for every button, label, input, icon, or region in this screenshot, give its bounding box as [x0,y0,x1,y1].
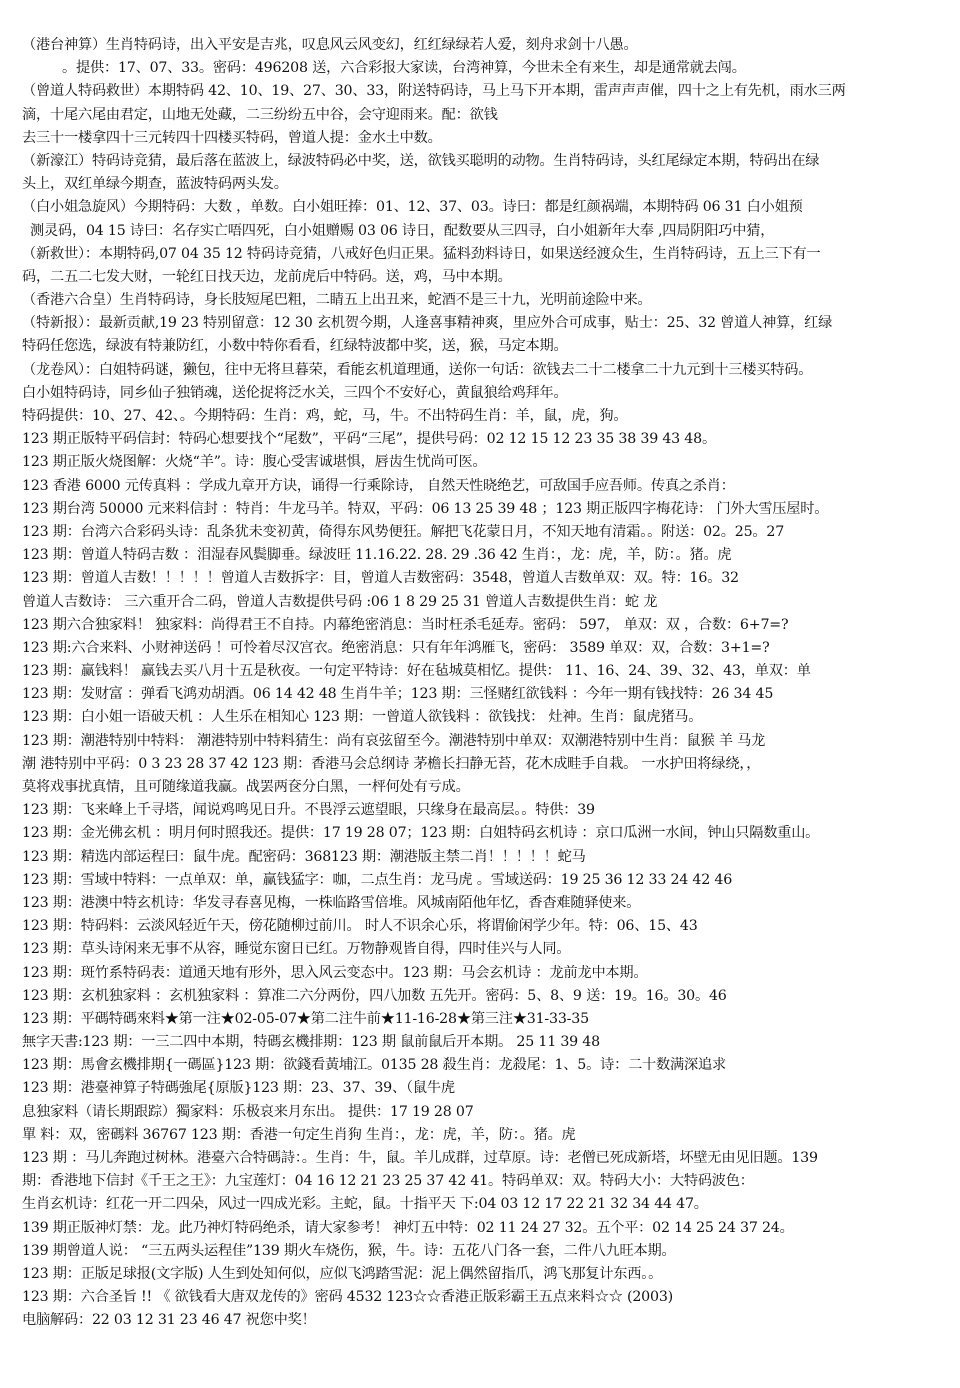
text-body [22,34,952,1333]
text-line: 123 期六合独家料！ 独家料：尚得君王不自持。内幕绝密消息：当时枉杀毛延寿。密码： 597， 单双：双 ，合数：6+7=? [22,616,789,633]
text-line: 123 期：雪域中特料：一点单双：单，赢钱猛字：咖，二点生肖：龙马虎 。雪域送码：19 25 36 12 33 24 42 46 [22,871,733,888]
text-line: （新濠江）特码诗竞猜，最后落在蓝波上，绿波特码必中奖，送，欲钱买聪明的动物。生肖特码诗，头红尾绿定本期，特码出在绿 [22,152,820,169]
text-line: 去三十一楼拿四十三元转四十四楼买特码，曾道人提：金水土中数。 [22,129,442,146]
text-line: 無字天書:123 期：一三二四中本期，特碼玄機排期：123 期 鼠前鼠后开本期。 25 11 39 48 [22,1034,600,1051]
text-line: 123 期：白小姐一语破天机 ：人生乐在相知心 123 期：一曾道人欲钱料 ：欲钱找： 灶神。生肖：鼠虎猪马。 [22,709,703,726]
text-line: （香港六合皇）生肖特码诗，身长肢短尾巴粗，二睛五上出丑来，蛇酒不是三十九，光明前途险中来。 [22,292,652,309]
text-line: 123 期：港臺神算子特碼強尾{原版}123 期：23、37、39、（鼠牛虎 [22,1080,455,1097]
text-line: 123 期：赢钱料！ 赢钱去买八月十五是秋夜。一句定平特诗：好在毡城莫相忆。提供： 11、16、24、39、32、43，单双：单 [22,663,811,680]
text-line: 123 期：发财富 ：弹看飞鸿劝胡酒。06 14 42 48 生肖牛羊；123 期：三怪赌红欲钱料 ：今年一期有钱找特：26 34 45 [22,686,774,703]
text-line: 123 期正版特平码信封：特码心想要找个“尾数”，平码“三尾”，提供号码：02 12 15 12 23 35 38 39 43 48。 [22,431,716,448]
text-line: （曾道人特码救世）本期特码 42、10、19、27、30、33，附送特码诗，马上马下开本期，雷声声声催，四十之上有先机，雨水三两 [22,83,846,100]
text-line: 息独家料（请长期跟踪）獨家料：乐极哀来月东出。 提供：17 19 28 07 [22,1103,474,1120]
text-line: 123 期：曾道人吉数！！！！！曾道人吉数拆字：目，曾道人吉数密码：3548，曾道人吉数单双：双。特：16。32 [22,570,739,587]
text-line: 123 期：飞来峰上千寻塔，闻说鸡鸣见日升。不畏浮云遮望眼，只缘身在最高层。。特供：39 [22,802,595,819]
text-line: 123 期：港澳中特玄机诗：华发寻春喜见梅，一株临路雪倍堆。风城南陌他年忆，香杳难随驿使来。 [22,894,641,911]
text-line: 生肖玄机诗：红花一开二四朵，风过一四成光彩。主蛇，鼠。十指平天 下:04 03 12 17 22 21 32 34 44 47。 [22,1196,708,1213]
text-line: 123 香港 6000 元传真料 ：学成九章开方诀，诵得一行乘除诗， 自然天性晓绝艺，可敌国手应吾师。传真之杀肖： [22,477,735,494]
text-line: 123 期：馬會玄機排期{一碼區}123 期：欲錢看黃埔江。0135 28 殺生肖：龙殺尾：1、5。诗：二十数满深追求 [22,1057,726,1074]
text-line: （新救世）：本期特码,07 04 35 12 特码诗竞猜，八戒好色归正果。猛料劲料诗日，如果送经渡众生，生肖特码诗，五上三下有一 [22,245,821,262]
text-line: 123 期:六合来料、小财神送码 ！可怜着尽汉宫衣。绝密消息：只有年年鸿雁飞，密码： 3589 单双：双，合数：3+1=? [22,639,770,656]
text-line: 123 期：斑竹系特码表：道通天地有形外，思入风云变态中。123 期：马会玄机诗 ：龙前龙中本期。 [22,964,648,981]
text-line: （特新报）：最新贡献,19 23 特别留意：12 30 玄机贺今期，人逢喜事精神爽，里应外合可成事，贴士：25、32 曾道人神算，红绿 [22,315,833,332]
text-line: 139 期曾道人说： “三五两头运程佳”139 期火车烧伤，猴，牛。诗：五花八门各一套，二件八九旺本期。 [22,1242,676,1259]
text-line: 123 期：台湾六合彩码头诗：乱条犹未变初黄，倚得东风势便狂。解把飞花蒙日月，不知天地有清霜。。附送：02。25。27 [22,523,785,540]
text-line: 码，二五二七发大财，一轮红日找天边，龙前虎后中特码。送，鸡，马中本期。 [22,268,512,285]
text-line: 123 期 ：马儿奔跑过树林。港臺六合特碼詩：。生肖：牛，鼠。羊儿成群，过草原。诗：老僧已死成新塔，坏壁无由见旧题。139 [22,1150,818,1166]
text-line: 123 期：潮港特别中特料： 潮港特别中特料猜生：尚有哀弦留至今。潮港特别中单双：双潮港特别中生肖：鼠猴 羊 马龙 [22,732,766,749]
text-line: 單 料：双，密碼料 36767 123 期：香港一句定生肖狗 生肖：，龙：虎，羊，防：。猪。虎 [22,1126,576,1143]
text-line: 139 期正版神灯禁：龙。此乃神灯特码绝杀，请大家参考！ 神灯五中特：02 11 24 27 32。五个平：02 14 25 24 37 24。 [22,1219,794,1236]
text-line: 曾道人吉数诗： 三六重开合二码，曾道人吉数提供号码 :06 1 8 29 25 31 曾道人吉数提供生肖：蛇 龙 [22,593,658,610]
text-line: 123 期：特码料：云淡风轻近午天，傍花随柳过前川。 时人不识余心乐，将谓偷闲学少年。特：06、15、43 [22,918,698,935]
text-line: 。提供：17、07、33。密码：496208 送，六合彩报大家读，台湾神算，今世未全有来生，却是通常就去闯。 [62,60,746,77]
text-line: 123 期：正版足球报(文字版) 人生到处知何似，应似飞鸿踏雪泥：泥上偶然留指爪，鸿飞那复计东西。。 [22,1265,663,1282]
text-line: 特码任您选，绿波有特兼防红，小数中特你看看，红绿特波都中奖，送，猴，马定本期。 [22,338,568,355]
text-line: 白小姐特码诗，同乡仙子独销魂，送伦捉将泛水关，三四个不安好心，黄鼠狼给鸡拜年。 [22,384,568,401]
text-line: 潮 港特别中平码：0 3 23 28 37 42 123 期：香港马会总纲诗 茅檐长扫静无苔，花木成畦手自栽。 一水护田将绿绕，， [22,755,761,772]
text-line: 123 期：曾道人特码吉数 ：泪湿春风鬓脚垂。绿波旺 11.16.22. 28. 29 .36 42 生肖：，龙：虎，羊，防：。猪。虎 [22,547,732,564]
text-line: （港台神算）生肖特码诗，出入平安是吉兆，叹息风云风变幻，红红绿绿若人爱，刻舟求剑十八愚。 [22,37,638,53]
text-line: 期：香港地下信封《千王之王》：九宝莲灯：04 16 12 21 23 25 37 42 41。特码单双：双。特码大小：大特码波色： [22,1173,754,1190]
text-line: 123 期：六合圣旨 !! 《 欲钱看大唐双龙传的》密码 4532 123☆☆香港正版彩霸王五点来料☆☆ (2003) [22,1289,673,1306]
text-line: 123 期台湾 50000 元来料信封 ：特肖：牛龙马羊。特双，平码：06 13 25 39 48 ；123 期正版四字梅花诗： 门外大雪压屋时。 [22,500,829,517]
text-line: 头上，双红单绿今期查，蓝波特码两头发。 [22,176,288,193]
text-line: 123 期：草头诗闲来无事不从容，睡觉东窗日已红。万物静观皆自得，四时佳兴与人同。 [22,941,571,958]
text-line: 123 期：金光佛玄机 ：明月何时照我还。提供：17 19 28 07；123 期：白姐特码玄机诗 ：京口瓜洲一水间，钟山只隔数重山。 [22,825,820,842]
text-line: 莫将戏事扰真情，且可随缘道我赢。战罢两奁分白黑，一枰何处有亏成。 [22,779,470,795]
text-line: 测灵码，04 15 诗曰：名存实亡唔四死，白小姐赠赐 03 06 诗日，配数要从三四寻，白小姐新年大奉 ,四局阴阳巧中猜， [30,222,775,239]
text-line: （白小姐急旋风）今期特码：大数 ，单数。白小姐旺捧：01、12、37、03。诗曰：都是红颜祸端，本期特码 06 31 白小姐预 [22,199,803,216]
text-line: 123 期正版火烧图解：火烧“羊”。诗：腹心受害诚堪惧，唇齿生忧尚可医。 [22,454,487,471]
text-line: 滴，十尾六尾由君定，山地无处藏，二三纷纷五中谷，会守迎雨来。配：欲钱 [22,106,498,123]
text-line: 123 期：玄机独家料 ：玄机独家料 ：算准二六分两份，四八加数 五先开。密码：5、8、9 送：19。16。30。46 [22,987,727,1004]
text-line: 特码提供：10、27、42、。今期特码：生肖：鸡，蛇，马，牛。不出特码生肖：羊，鼠，虎，狗。 [22,408,628,424]
text-line: 123 期：精选内部运程曰：鼠牛虎。配密码：368123 期：潮港版主禁二肖！！！！！蛇马 [22,848,586,865]
text-line: 123 期：平碼特碼來料★第一注★02-05-07★第二注牛前★11-16-28★第三注★31-33-35 [22,1010,589,1027]
text-line: （龙卷风）：白姐特码谜，獭包，往中无将旦暮荣，看能玄机道理通，送你一句话：欲钱去二十二楼拿二十九元到十三楼买特码。 [22,361,813,378]
text-line: 电脑解码：22 03 12 31 23 46 47 祝您中奖！ [22,1312,316,1329]
